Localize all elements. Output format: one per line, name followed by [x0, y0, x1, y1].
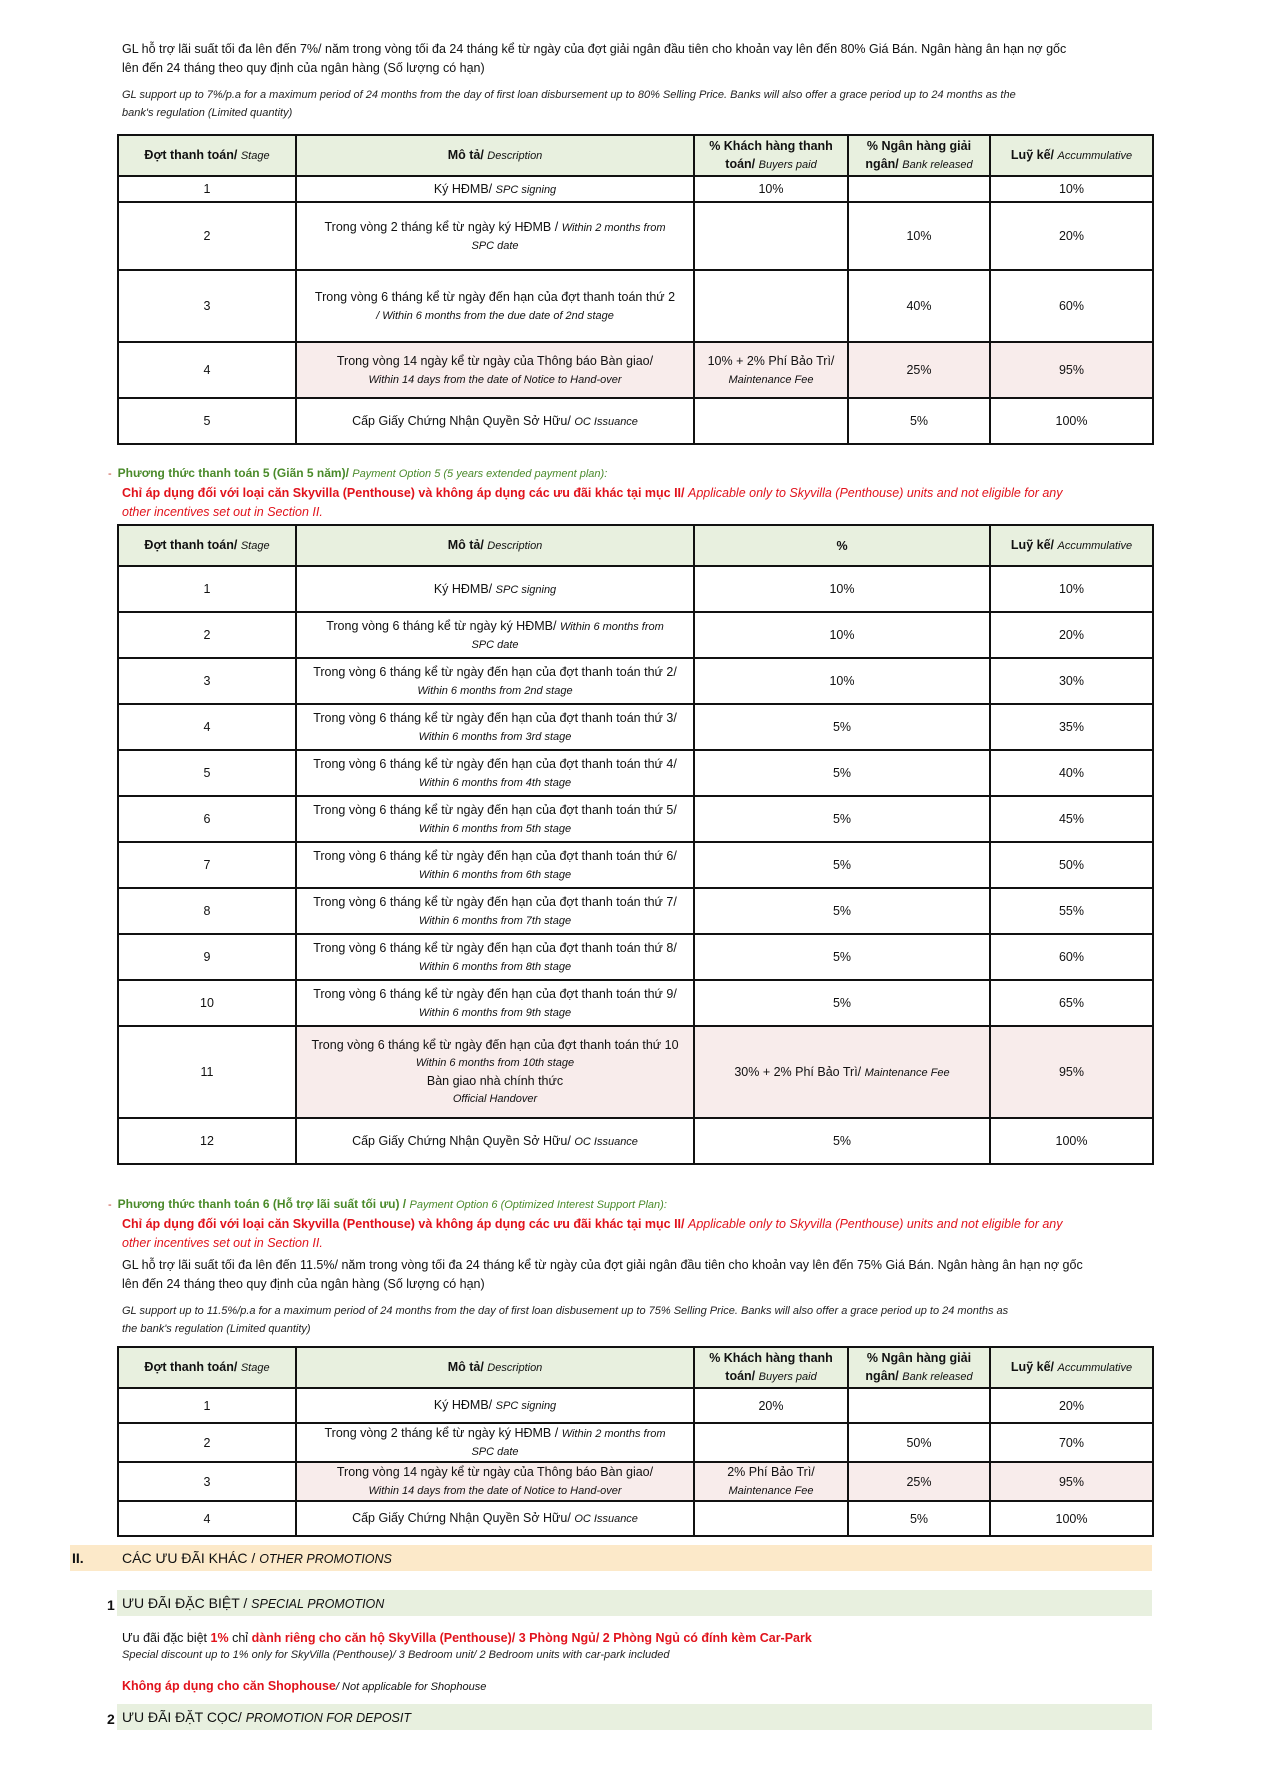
cell-bank: 5% — [848, 1501, 990, 1536]
cell-description: Trong vòng 6 tháng kể từ ngày đến hạn của đợt thanh toán thứ 5/ Within 6 months from 5th stage — [296, 796, 694, 842]
cell-percent: 10% — [694, 658, 990, 704]
deposit-title-vi: ƯU ĐÃI ĐẶT CỌC/ — [122, 1709, 242, 1725]
header-buyers-paid: % Khách hàng thanh toán/ Buyers paid — [694, 135, 848, 176]
cell-description: Ký HĐMB/ SPC signing — [296, 566, 694, 612]
special-promotion-bar — [117, 1590, 1152, 1616]
cell-stage: 2 — [118, 1423, 296, 1462]
option6-note: Chỉ áp dụng đối với loại căn Skyvilla (Penthouse) và không áp dụng các ưu đãi khác tại mục II/ Applicable only to Skyvilla (Penthouse) units and not eligible for any other incentives set out in Section II. — [122, 1217, 1063, 1250]
table-header-row — [118, 525, 1153, 566]
cell-description: Trong vòng 6 tháng kể từ ngày đến hạn của đợt thanh toán thứ 3/ Within 6 months from 3rd stage — [296, 704, 694, 750]
cell-stage: 7 — [118, 842, 296, 888]
cell-accum: 10% — [990, 176, 1153, 202]
cell-stage: 3 — [118, 658, 296, 704]
cell-stage: 8 — [118, 888, 296, 934]
cell-stage: 3 — [118, 270, 296, 342]
cell-bank — [848, 1388, 990, 1423]
cell-accum: 20% — [990, 202, 1153, 270]
cell-description: Trong vòng 2 tháng kể từ ngày ký HĐMB / Within 2 months from SPC date — [296, 202, 694, 270]
table-row — [118, 750, 1153, 796]
cell-percent: 5% — [694, 1118, 990, 1164]
deposit-number: 2 — [107, 1711, 115, 1727]
special-title-en: SPECIAL PROMOTION — [251, 1597, 385, 1611]
table-row — [118, 566, 1153, 612]
option6-en — [122, 1302, 1152, 1338]
cell-description: Ký HĐMB/ SPC signing — [296, 1388, 694, 1423]
table-row — [118, 612, 1153, 658]
header-stage: Đợt thanh toán/ Stage — [118, 135, 296, 176]
cell-description: Trong vòng 6 tháng kể từ ngày đến hạn của đợt thanh toán thứ 6/ Within 6 months from 6th stage — [296, 842, 694, 888]
payment-table-option5 — [117, 524, 1154, 1165]
cell-bank: 5% — [848, 398, 990, 444]
cell-buyers — [694, 1501, 848, 1536]
cell-accum: 100% — [990, 1118, 1153, 1164]
table-row — [118, 1026, 1153, 1118]
intro-en — [122, 86, 1152, 122]
cell-accum: 60% — [990, 270, 1153, 342]
cell-description: Trong vòng 6 tháng kể từ ngày đến hạn của đợt thanh toán thứ 7/ Within 6 months from 7th stage — [296, 888, 694, 934]
cell-buyers: 10% — [694, 176, 848, 202]
intro-en-line1: GL support up to 7%/p.a for a maximum period of 24 months from the day of first loan disbursement up to 80% Selling Price. Banks will also offer a grace period up to 24 months as the — [122, 89, 1016, 101]
cell-description: Trong vòng 6 tháng kể từ ngày đến hạn của đợt thanh toán thứ 2 / Within 6 months from the due date of 2nd stage — [296, 270, 694, 342]
cell-accum: 50% — [990, 842, 1153, 888]
special-desc-en: Special discount up to 1% only for SkyVilla (Penthouse)/ 3 Bedroom unit/ 2 Bedroom units with car-park included — [122, 1649, 670, 1661]
cell-bank: 25% — [848, 342, 990, 398]
option6-vi — [122, 1256, 1152, 1294]
header-description: Mô tả/ Description — [296, 135, 694, 176]
cell-stage: 1 — [118, 566, 296, 612]
cell-bank: 50% — [848, 1423, 990, 1462]
table-row — [118, 1388, 1153, 1423]
table-row — [118, 796, 1153, 842]
table-row — [118, 342, 1153, 398]
intro-vi — [122, 40, 1152, 78]
cell-stage: 4 — [118, 1501, 296, 1536]
header-bank-released: % Ngân hàng giải ngân/ Bank released — [848, 1347, 990, 1388]
table-row — [118, 1423, 1153, 1462]
table-row — [118, 270, 1153, 342]
table-row — [118, 842, 1153, 888]
cell-accum: 60% — [990, 934, 1153, 980]
cell-stage: 3 — [118, 1462, 296, 1501]
table-row — [118, 176, 1153, 202]
cell-percent: 5% — [694, 704, 990, 750]
cell-percent: 5% — [694, 842, 990, 888]
option6-vi-line2: lên đến 24 tháng theo quy định của ngân hàng (Số lượng có hạn) — [122, 1277, 485, 1291]
option5-title: - Phương thức thanh toán 5 (Giãn 5 năm)/ Payment Option 5 (5 years extended payment plan): — [108, 466, 608, 480]
section-number: II. — [72, 1550, 84, 1566]
cell-buyers — [694, 270, 848, 342]
table-row — [118, 704, 1153, 750]
payment-table-option6 — [117, 1346, 1154, 1537]
table-row — [118, 1462, 1153, 1501]
cell-buyers — [694, 398, 848, 444]
cell-accum: 55% — [990, 888, 1153, 934]
cell-buyers — [694, 202, 848, 270]
cell-stage: 10 — [118, 980, 296, 1026]
cell-percent: 5% — [694, 750, 990, 796]
special-not-applicable: Không áp dụng cho căn Shophouse/ Not applicable for Shophouse — [122, 1679, 487, 1693]
cell-stage: 1 — [118, 176, 296, 202]
header-buyers-paid: % Khách hàng thanh toán/ Buyers paid — [694, 1347, 848, 1388]
table-row — [118, 888, 1153, 934]
cell-accum: 95% — [990, 1462, 1153, 1501]
table-row — [118, 202, 1153, 270]
cell-stage: 2 — [118, 202, 296, 270]
option6-en-line2: the bank's regulation (Limited quantity) — [122, 1323, 311, 1335]
header-percent: % — [694, 525, 990, 566]
header-description: Mô tả/ Description — [296, 525, 694, 566]
cell-stage: 4 — [118, 704, 296, 750]
cell-bank: 10% — [848, 202, 990, 270]
cell-percent: 10% — [694, 566, 990, 612]
cell-accum: 70% — [990, 1423, 1153, 1462]
cell-description: Trong vòng 6 tháng kể từ ngày đến hạn của đợt thanh toán thứ 4/ Within 6 months from 4th stage — [296, 750, 694, 796]
option6-vi-line1: GL hỗ trợ lãi suất tối đa lên đến 11.5%/ năm trong vòng tối đa 24 tháng kể từ ngày của đợt giải ngân đầu tiên cho khoản vay lên đến 75% Giá Bán. Ngân hàng ân hạn nợ gốc — [122, 1258, 1083, 1272]
header-accumulative: Luỹ kế/ Accummulative — [990, 525, 1153, 566]
cell-description: Trong vòng 6 tháng kể từ ngày ký HĐMB/ Within 6 months from SPC date — [296, 612, 694, 658]
cell-accum: 20% — [990, 1388, 1153, 1423]
table-header-row — [118, 135, 1153, 176]
cell-buyers: 10% + 2% Phí Bảo Trì/ Maintenance Fee — [694, 342, 848, 398]
cell-accum: 65% — [990, 980, 1153, 1026]
cell-stage: 5 — [118, 398, 296, 444]
header-stage: Đợt thanh toán/ Stage — [118, 525, 296, 566]
table-header-row — [118, 1347, 1153, 1388]
special-number: 1 — [107, 1597, 115, 1613]
cell-percent: 5% — [694, 888, 990, 934]
cell-stage: 6 — [118, 796, 296, 842]
option6-en-line1: GL support up to 11.5%/p.a for a maximum period of 24 months from the day of first loan disbusement up to 75% Selling Price. Banks will also offer a grace period up to 24 months as — [122, 1305, 1009, 1317]
header-stage: Đợt thanh toán/ Stage — [118, 1347, 296, 1388]
cell-stage: 1 — [118, 1388, 296, 1423]
cell-description: Ký HĐMB/ SPC signing — [296, 176, 694, 202]
cell-accum: 45% — [990, 796, 1153, 842]
cell-stage: 12 — [118, 1118, 296, 1164]
cell-description: Cấp Giấy Chứng Nhận Quyền Sở Hữu/ OC Issuance — [296, 1118, 694, 1164]
cell-percent: 5% — [694, 934, 990, 980]
cell-accum: 95% — [990, 1026, 1153, 1118]
cell-percent: 10% — [694, 612, 990, 658]
cell-accum: 95% — [990, 342, 1153, 398]
cell-bank: 40% — [848, 270, 990, 342]
cell-stage: 11 — [118, 1026, 296, 1118]
cell-description: Trong vòng 6 tháng kể từ ngày đến hạn của đợt thanh toán thứ 8/ Within 6 months from 8th stage — [296, 934, 694, 980]
table-row — [118, 980, 1153, 1026]
cell-description: Trong vòng 14 ngày kể từ ngày của Thông báo Bàn giao/ Within 14 days from the date of Notice to Hand-over — [296, 1462, 694, 1501]
table-row — [118, 658, 1153, 704]
option5-note: Chỉ áp dụng đối với loại căn Skyvilla (Penthouse) và không áp dụng các ưu đãi khác tại mục II/ Applicable only to Skyvilla (Penthouse) units and not eligible for any other incentives set out in Section II. — [122, 486, 1063, 519]
cell-bank — [848, 176, 990, 202]
cell-buyers — [694, 1423, 848, 1462]
payment-table-option4 — [117, 134, 1154, 445]
cell-accum: 100% — [990, 1501, 1153, 1536]
intro-vi-line2: lên đến 24 tháng theo quy định của ngân hàng (Số lượng có hạn) — [122, 61, 485, 75]
cell-description: Cấp Giấy Chứng Nhận Quyền Sở Hữu/ OC Issuance — [296, 1501, 694, 1536]
section-title: CÁC ƯU ĐÃI KHÁC / OTHER PROMOTIONS — [122, 1550, 392, 1566]
deposit-promotion-bar — [117, 1704, 1152, 1730]
table-row — [118, 934, 1153, 980]
cell-accum: 35% — [990, 704, 1153, 750]
cell-stage: 2 — [118, 612, 296, 658]
cell-buyers: 20% — [694, 1388, 848, 1423]
cell-accum: 20% — [990, 612, 1153, 658]
cell-stage: 5 — [118, 750, 296, 796]
cell-percent: 5% — [694, 796, 990, 842]
header-accumulative: Luỹ kế/ Accummulative — [990, 1347, 1153, 1388]
cell-accum: 100% — [990, 398, 1153, 444]
dash-bullet: - — [108, 468, 112, 480]
cell-percent: 30% + 2% Phí Bảo Trì/ Maintenance Fee — [694, 1026, 990, 1118]
cell-accum: 30% — [990, 658, 1153, 704]
cell-accum: 10% — [990, 566, 1153, 612]
cell-percent: 5% — [694, 980, 990, 1026]
option6-title: - Phương thức thanh toán 6 (Hỗ trợ lãi suất tối ưu) / Payment Option 6 (Optimized Interest Support Plan): — [108, 1197, 667, 1211]
intro-vi-line1: GL hỗ trợ lãi suất tối đa lên đến 7%/ năm trong vòng tối đa 24 tháng kể từ ngày của đợt giải ngân đầu tiên cho khoản vay lên đến 80% Giá Bán. Ngân hàng ân hạn nợ gốc — [122, 42, 1067, 56]
deposit-title-en: PROMOTION FOR DEPOSIT — [245, 1711, 412, 1725]
cell-description: Cấp Giấy Chứng Nhận Quyền Sở Hữu/ OC Issuance — [296, 398, 694, 444]
special-desc: Ưu đãi đặc biệt 1% chỉ dành riêng cho căn hộ SkyVilla (Penthouse)/ 3 Phòng Ngủ/ 2 Phòng Ngủ có đính kèm Car-Park — [122, 1631, 812, 1645]
header-description: Mô tả/ Description — [296, 1347, 694, 1388]
special-title-vi: ƯU ĐÃI ĐẶC BIỆT / — [122, 1595, 248, 1611]
header-bank-released: % Ngân hàng giải ngân/ Bank released — [848, 135, 990, 176]
table-row — [118, 398, 1153, 444]
header-accumulative: Luỹ kế/ Accummulative — [990, 135, 1153, 176]
table-row — [118, 1118, 1153, 1164]
cell-buyers: 2% Phí Bảo Trì/ Maintenance Fee — [694, 1462, 848, 1501]
section-other-promotions — [70, 1545, 1152, 1571]
cell-bank: 25% — [848, 1462, 990, 1501]
cell-description: Trong vòng 6 tháng kể từ ngày đến hạn của đợt thanh toán thứ 2/ Within 6 months from 2nd stage — [296, 658, 694, 704]
cell-description: Trong vòng 14 ngày kể từ ngày của Thông báo Bàn giao/ Within 14 days from the date of Notice to Hand-over — [296, 342, 694, 398]
cell-stage: 4 — [118, 342, 296, 398]
intro-en-line2: bank's regulation (Limited quantity) — [122, 107, 293, 119]
cell-description: Trong vòng 2 tháng kể từ ngày ký HĐMB / Within 2 months from SPC date — [296, 1423, 694, 1462]
cell-accum: 40% — [990, 750, 1153, 796]
cell-description: Trong vòng 6 tháng kể từ ngày đến hạn của đợt thanh toán thứ 10 Within 6 months from 10th stage Bàn giao nhà chính thức Official Handover — [296, 1026, 694, 1118]
cell-stage: 9 — [118, 934, 296, 980]
table-row — [118, 1501, 1153, 1536]
dash-bullet: - — [108, 1199, 112, 1211]
cell-description: Trong vòng 6 tháng kể từ ngày đến hạn của đợt thanh toán thứ 9/ Within 6 months from 9th stage — [296, 980, 694, 1026]
